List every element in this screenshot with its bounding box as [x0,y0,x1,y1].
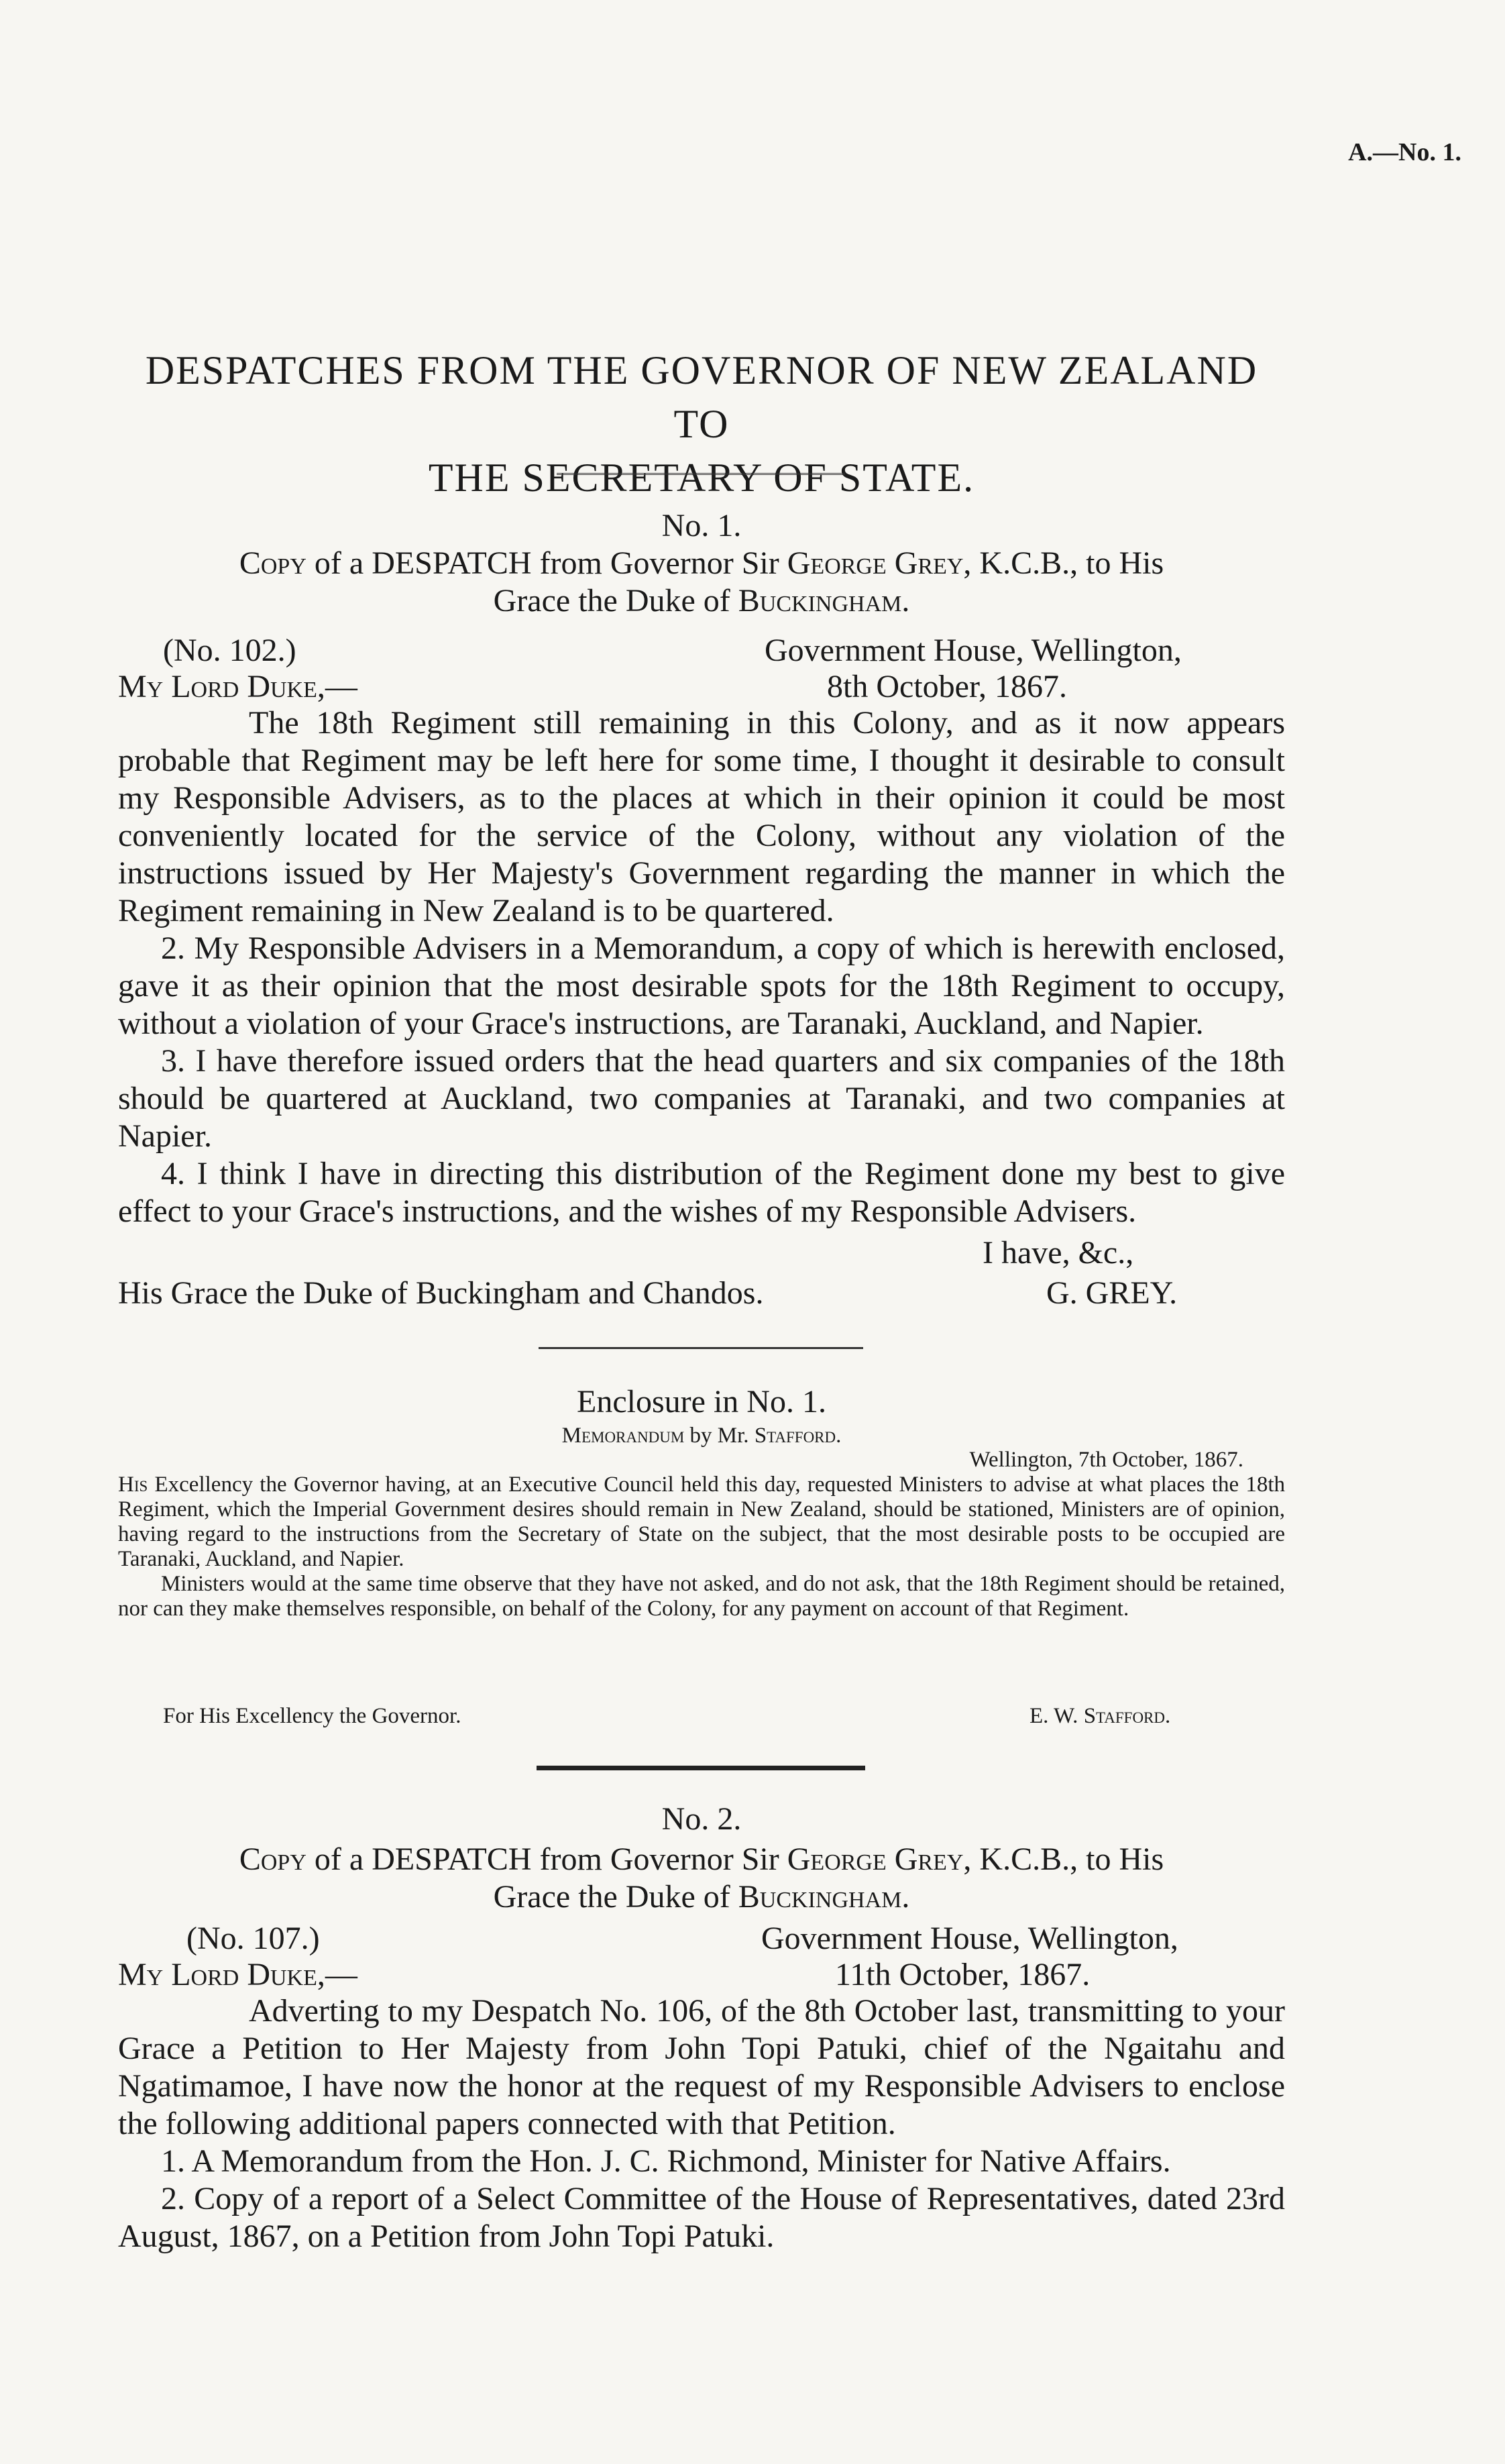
despatch-2-heading [118,1841,1285,1916]
heading-copy: Copy [239,545,306,581]
heading-text: of a DESPATCH from Governor Sir [306,545,787,581]
paragraph: 2. Copy of a report of a Select Committee of the House of Representatives, dated 23rd August, 1867, on a Petition from John Topi Patuki. [118,2181,1285,2254]
despatch-2-body [118,1992,1285,2255]
memorandum-body [118,1472,1285,1621]
memorandum-for-line: For His Excellency the Governor. [163,1704,461,1728]
memo-author: Stafford. [754,1424,842,1448]
despatch-1-number: No. 1. [661,508,742,543]
section-rule-thick [537,1766,865,1770]
heading-line2: Grace the Duke of [493,583,738,619]
despatch-1-addressee: His Grace the Duke of Buckingham and Chandos. [118,1275,764,1311]
memo-by: by Mr. [684,1424,755,1448]
title-line-1: DESPATCHES FROM THE GOVERNOR OF NEW ZEALAND TO [145,348,1258,446]
despatch-2-salutation: My Lord Duke,— [118,1957,357,1992]
despatch-1-place: Government House, Wellington, [765,633,1182,668]
despatch-1-signature: G. GREY. [1046,1275,1178,1311]
despatch-2-place: Government House, Wellington, [761,1921,1178,1956]
document-title [118,343,1285,504]
title-line-2: THE SECRETARY OF STATE. [428,456,975,500]
heading-name: George Grey [787,1841,964,1877]
despatch-1-heading [118,545,1285,620]
section-rule [539,1347,863,1349]
signature-surname: Stafford. [1083,1704,1171,1728]
heading-duke: Buckingham. [738,583,910,619]
paragraph: 2. My Responsible Advisers in a Memorandum, a copy of which is herewith enclosed, gave it as their opinion that the most desirable spots for the 18th Regiment to occupy, without a violation of your Grace's instructions, are Taranaki, Auckland, and Napier. [118,930,1285,1041]
heading-name: George Grey [787,545,964,581]
paragraph: 1. A Memorandum from the Hon. J. C. Richmond, Minister for Native Affairs. [161,2143,1171,2179]
page-reference: A.—No. 1. [1348,138,1461,166]
despatch-1-closing: I have, &c., [983,1235,1134,1271]
despatch-1-ref: (No. 102.) [163,633,296,668]
paragraph [118,1472,1285,1572]
despatch-2-ref: (No. 107.) [186,1921,320,1956]
despatch-1-date: 8th October, 1867. [827,669,1068,704]
memorandum-date: Wellington, 7th October, 1867. [969,1448,1243,1472]
enclosure-heading: Enclosure in No. 1. [577,1384,826,1420]
title-rule [557,473,845,478]
despatch-2-date: 11th October, 1867. [835,1957,1091,1992]
despatch-2-number: No. 2. [661,1801,742,1837]
heading-text-2: , K.C.B., to His [963,545,1164,581]
memo-paragraph-2: Ministers would at the same time observe that they have not asked, and do not ask, that the 18th Regiment should be retained, nor can they make themselves responsible, on behalf of the Colony, for any payment on account of that Regiment. [118,1572,1285,1621]
despatch-1-body [118,704,1285,1230]
heading-text: of a DESPATCH from Governor Sir [306,1841,787,1877]
paragraph: The 18th Regiment still remaining in this Colony, and as it now appears probable that Regiment may be left here for some time, I thought it desirable to consult my Responsible Advisers, as to the places at which in their opinion it could be most conveniently located for the service of the Colony, without any violation of the instructions issued by Her Majesty's Government regarding the manner in which the Regiment remaining in New Zealand is to be quartered. [118,705,1285,928]
memorandum-heading [118,1424,1285,1448]
signature-initials: E. W. [1029,1704,1084,1728]
despatch-1-salutation: My Lord Duke,— [118,669,357,704]
heading-text-2: , K.C.B., to His [963,1841,1164,1877]
heading-copy: Copy [239,1841,306,1877]
memo-label: Memorandum [561,1424,685,1448]
paragraph: Adverting to my Despatch No. 106, of the 8th October last, transmitting to your Grace a Petition to Her Majesty from John Topi Patuki, chief of the Ngaitahu and Ngatimamoe, I have now the honor at the request of my Responsible Advisers to enclose the following additional papers connected with that Petition. [118,1993,1285,2141]
heading-line2: Grace the Duke of [493,1879,738,1915]
paragraph: 4. I think I have in directing this distribution of the Regiment done my best to give effect to your Grace's instructions, and the wishes of my Responsible Advisers. [118,1156,1285,1229]
memo-lead: His [118,1472,148,1497]
memo-paragraph-1: Excellency the Governor having, at an Executive Council held this day, requested Ministers to advise at what places the 18th Regiment, which the Imperial Government desires should remain in New Zealand, should be stationed, Ministers are of opinion, having regard to the instructions from the Secretary of State on the subject, that the most desirable posts to be occupied are Taranaki, Auckland, and Napier. [118,1472,1285,1571]
memorandum-signature [1029,1704,1170,1729]
paragraph: 3. I have therefore issued orders that the head quarters and six companies of the 18th should be quartered at Auckland, two companies at Taranaki, and two companies at Napier. [118,1043,1285,1154]
heading-duke: Buckingham. [738,1879,910,1915]
